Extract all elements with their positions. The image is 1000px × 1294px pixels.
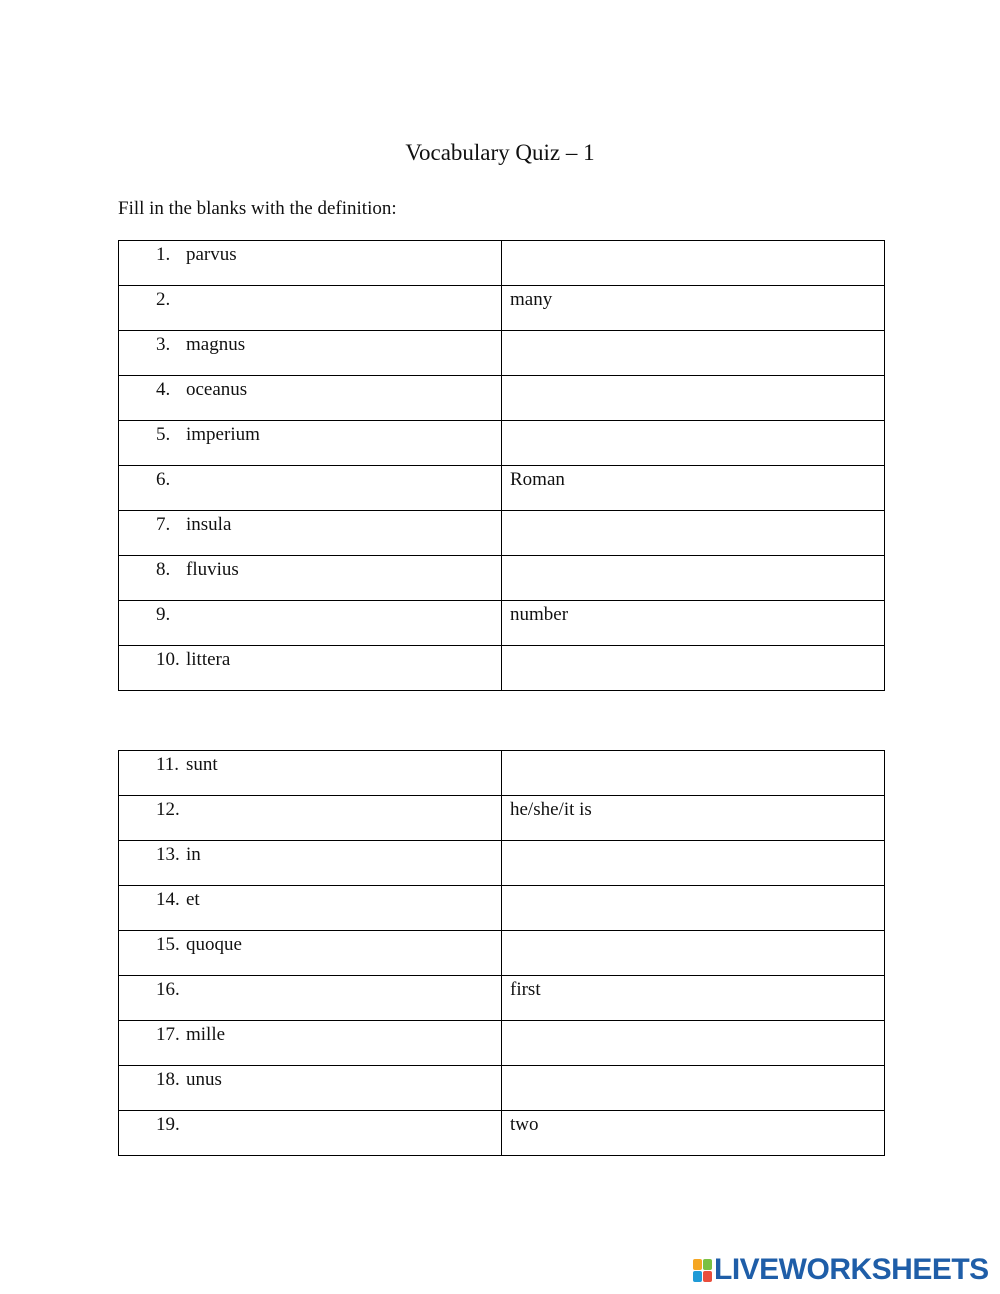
english-definition [502, 841, 884, 844]
definition-answer-blank[interactable] [502, 886, 885, 931]
table-row [119, 376, 885, 421]
definition-answer-blank[interactable] [502, 751, 885, 796]
english-definition: two [510, 1114, 539, 1135]
table-row [119, 646, 885, 691]
definition-answer-blank[interactable] [502, 556, 885, 601]
table-row [119, 976, 885, 1021]
term-answer-blank[interactable] [119, 1111, 502, 1156]
item-number: 3. [156, 334, 171, 355]
definition-answer-blank[interactable] [502, 1066, 885, 1111]
definition-answer-blank[interactable] [502, 511, 885, 556]
latin-term: mille [186, 1024, 226, 1045]
definition-answer-blank[interactable] [502, 931, 885, 976]
item-number: 15. [156, 934, 180, 955]
instructions: Fill in the blanks with the definition: [118, 198, 397, 219]
definition-answer-blank[interactable] [502, 241, 885, 286]
table-row [119, 841, 885, 886]
logo-mark-icon [693, 1259, 711, 1281]
table-row [119, 331, 885, 376]
latin-term: magnus [186, 334, 246, 355]
english-definition [502, 511, 884, 514]
latin-term: insula [186, 514, 232, 535]
latin-term: unus [186, 1069, 222, 1090]
term-answer-blank[interactable] [119, 466, 502, 511]
english-definition [502, 646, 884, 649]
latin-term: sunt [186, 754, 218, 775]
latin-term: in [186, 844, 201, 865]
definition-answer-blank[interactable] [502, 841, 885, 886]
term-cell [119, 646, 502, 691]
term-cell [119, 421, 502, 466]
item-number: 6. [156, 469, 171, 490]
english-definition: he/she/it is [510, 799, 592, 820]
english-definition: number [510, 604, 569, 625]
definition-cell [502, 1111, 885, 1156]
term-cell [119, 241, 502, 286]
item-number: 4. [156, 379, 171, 400]
item-number: 19. [156, 1114, 180, 1135]
item-number: 9. [156, 604, 171, 625]
english-definition [502, 241, 884, 244]
table-row [119, 286, 885, 331]
definition-cell [502, 976, 885, 1021]
latin-term: oceanus [186, 379, 248, 400]
item-number: 2. [156, 289, 171, 310]
liveworksheets-logo [693, 1255, 989, 1285]
term-cell [119, 751, 502, 796]
item-number: 8. [156, 559, 171, 580]
definition-cell [502, 466, 885, 511]
term-answer-blank[interactable] [119, 601, 502, 646]
english-definition [502, 931, 884, 934]
english-definition [502, 886, 884, 889]
logo-text: LIVEWORKSHEETS [714, 1253, 989, 1286]
table-row [119, 241, 885, 286]
english-definition [502, 751, 884, 754]
term-answer-blank[interactable] [119, 286, 502, 331]
item-number: 10. [156, 649, 180, 670]
table-row [119, 1111, 885, 1156]
term-cell [119, 376, 502, 421]
english-definition [502, 556, 884, 559]
table-row [119, 1066, 885, 1111]
term-cell [119, 886, 502, 931]
logo-square-icon [693, 1271, 702, 1282]
term-cell [119, 331, 502, 376]
table-row [119, 466, 885, 511]
term-cell [119, 1066, 502, 1111]
item-number: 7. [156, 514, 171, 535]
definition-cell [502, 796, 885, 841]
logo-square-icon [693, 1259, 702, 1270]
term-answer-blank[interactable] [119, 976, 502, 1021]
item-number: 13. [156, 844, 180, 865]
vocab-table-1 [118, 240, 885, 691]
item-number: 14. [156, 889, 180, 910]
table-row [119, 931, 885, 976]
english-definition [502, 1066, 884, 1069]
term-cell [119, 931, 502, 976]
definition-answer-blank[interactable] [502, 646, 885, 691]
term-cell [119, 511, 502, 556]
definition-cell [502, 286, 885, 331]
item-number: 1. [156, 244, 171, 265]
table-row [119, 1021, 885, 1066]
table-row [119, 601, 885, 646]
logo-square-icon [703, 1271, 712, 1282]
definition-answer-blank[interactable] [502, 331, 885, 376]
latin-term: quoque [186, 934, 242, 955]
english-definition: Roman [510, 469, 565, 490]
latin-term: parvus [186, 244, 237, 265]
english-definition: first [510, 979, 541, 1000]
term-cell [119, 1021, 502, 1066]
definition-answer-blank[interactable] [502, 376, 885, 421]
table-row [119, 796, 885, 841]
term-cell [119, 841, 502, 886]
latin-term: et [186, 889, 200, 910]
english-definition [502, 331, 884, 334]
item-number: 18. [156, 1069, 180, 1090]
table-row [119, 421, 885, 466]
definition-answer-blank[interactable] [502, 421, 885, 466]
english-definition [502, 1021, 884, 1024]
english-definition: many [510, 289, 553, 310]
table-row [119, 751, 885, 796]
item-number: 16. [156, 979, 180, 1000]
table-row [119, 511, 885, 556]
definition-answer-blank[interactable] [502, 1021, 885, 1066]
item-number: 17. [156, 1024, 180, 1045]
item-number: 11. [156, 754, 180, 775]
item-number: 12. [156, 799, 180, 820]
table-row [119, 886, 885, 931]
term-answer-blank[interactable] [119, 796, 502, 841]
latin-term: littera [186, 649, 231, 670]
english-definition [502, 376, 884, 379]
latin-term: fluvius [186, 559, 239, 580]
item-number: 5. [156, 424, 171, 445]
logo-square-icon [703, 1259, 712, 1270]
term-cell [119, 556, 502, 601]
latin-term: imperium [186, 424, 260, 445]
english-definition [502, 421, 884, 424]
definition-cell [502, 601, 885, 646]
vocab-table-2 [118, 750, 885, 1156]
table-row [119, 556, 885, 601]
page-title: Vocabulary Quiz – 1 [405, 140, 595, 165]
